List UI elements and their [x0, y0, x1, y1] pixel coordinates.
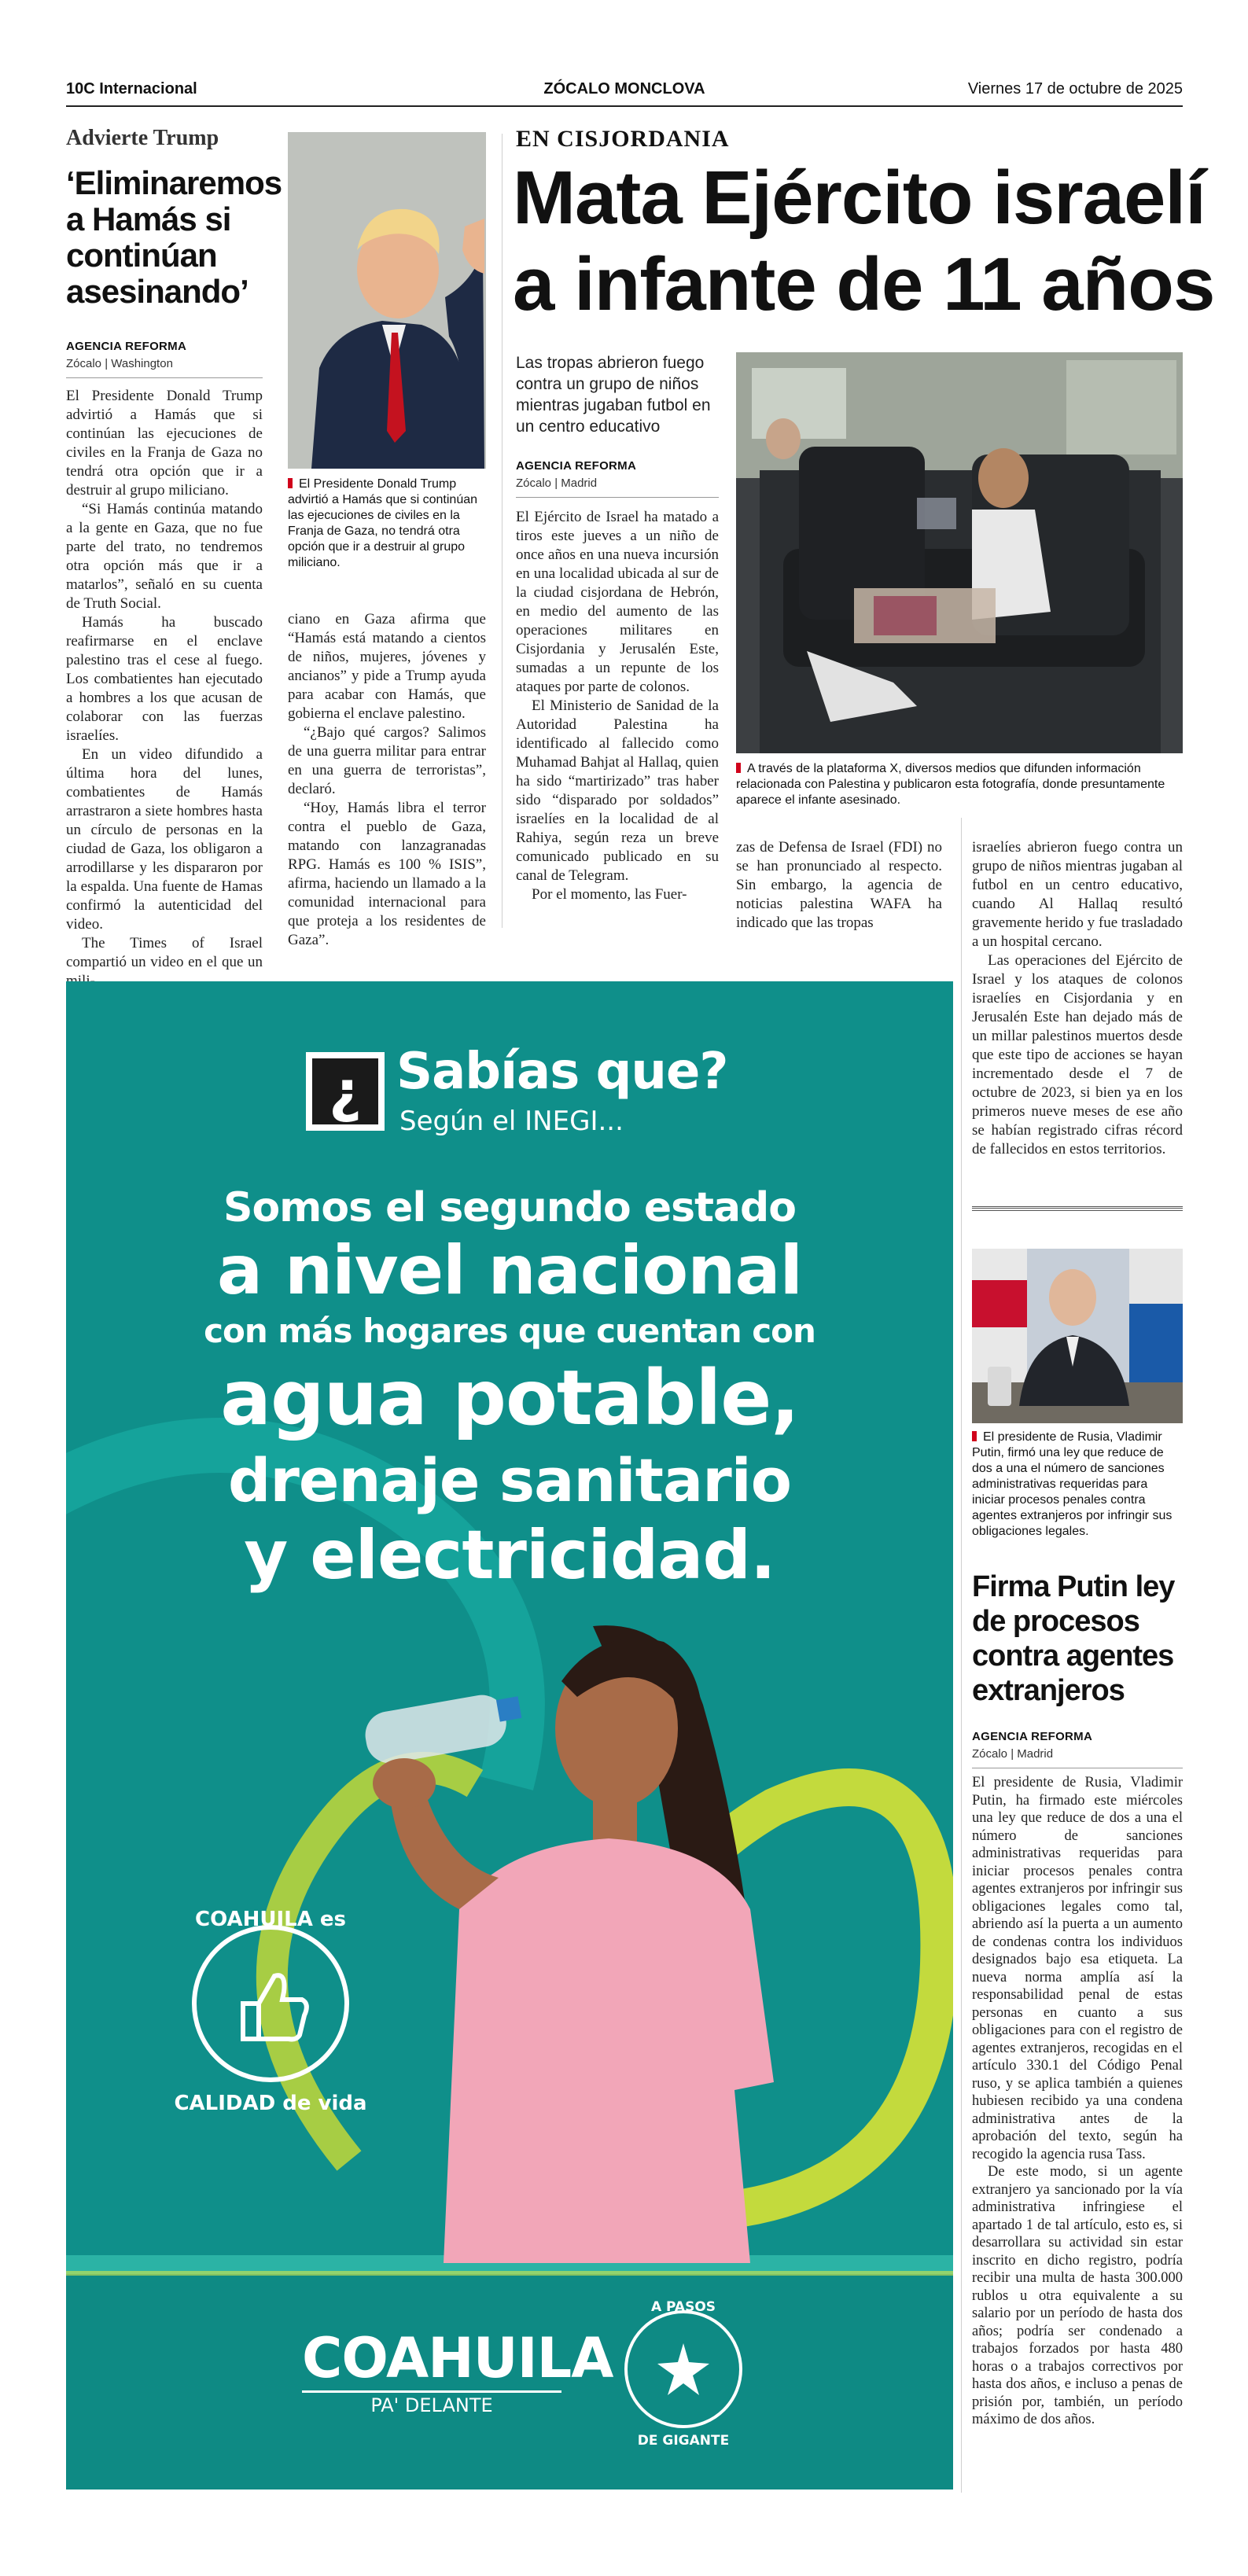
stamp-top-text: A PASOS [650, 2299, 716, 2315]
ad-line-3: con más hogares que cuentan con [204, 1312, 815, 1350]
ad-title: Sabías que? [396, 1043, 728, 1101]
coahuila-logo: COAHUILA [302, 2326, 613, 2390]
putin-agency: AGENCIA REFORMA [972, 1730, 1093, 1743]
paragraph: En un video difundido a última hora del lunes, combatientes de Hamás arrastraron a siete hombres hasta un círculo de personas en la ciudad de Gaza, los obligaron a arrodillarse y les dispararon por la espalda. Una fuente de Hamas confirmó la autenticidad del video. [66, 746, 263, 933]
paragraph: El presidente de Rusia, Vladimir Putin, ha firmado este miércoles una ley que reduce de dos a una el número de sanciones administrativas requeridas para iniciar procesos penales contra agentes extranjeros por infringir sus obligaciones legales como tal, abriendo así la puerta a un aumento de condenas contra los individuos designados bajo esa etiqueta. La nueva norma amplía así la responsabilidad penal de estas personas en cuanto a sus obligaciones para con el registro de agentes extranjeros, recogidas en el artículo 330.1 del Código Penal ruso, y se aplica también a quienes hubiesen recibido ya una condena administrativa antes de la aprobación del texto, según ha recogido la agencia rusa Tass. [972, 1775, 1183, 2162]
putin-photo-caption: El presidente de Rusia, Vladimir Putin, firmó una ley que reduce de dos a una el número de sanciones administrativas requeridas para iniciar procesos penales contra agentes extranjeros por infringir sus obligaciones legales. [972, 1430, 1183, 1540]
paragraph: israelíes abrieron fuego contra un grupo de niños mientras jugaban al futbol en un centro educativo, cuando Al Hallaq resultó gravemente herido y fue trasladado a un hospital cercano. [972, 839, 1183, 950]
divider [66, 377, 263, 378]
paragraph: zas de Defensa de Israel (FDI) no se han pronunciado al respecto. Sin embargo, la agencia de noticias palestina WAFA ha indicado que las tropas [736, 839, 942, 931]
pasos-de-gigante-stamp [624, 2310, 742, 2428]
trump-dateline: Zócalo | Washington [66, 357, 173, 370]
israel-headline-line2: a infante de 11 años [513, 242, 1215, 326]
paragraph: El Presidente Donald Trump advirtió a Hamás que si continúan las ejecuciones de civiles en la Franja de Gaza no tendrá otra opción que ir a destruir al grupo miliciano. [66, 388, 263, 499]
newspaper-name: ZÓCALO MONCLOVA [543, 80, 705, 98]
divider [972, 1206, 1183, 1211]
ad-subtitle: Según el INEGI... [399, 1106, 624, 1137]
seal-top-text: COAHUILA es [194, 1908, 346, 1931]
trump-headline: ‘Eliminaremos a Hamás si continúan asesinando’ [66, 164, 282, 310]
question-icon: ¿ [312, 1058, 378, 1124]
trump-body-col1 [66, 387, 263, 991]
putin-headline: Firma Putin ley de procesos contra agentes extranjeros [972, 1570, 1175, 1707]
column-rule [502, 134, 503, 928]
putin-body [972, 1774, 1183, 2429]
seal-bottom-text: CALIDAD de vida [174, 2092, 367, 2115]
star-icon [656, 2342, 711, 2397]
paragraph: The Times of Israel compartió un video en el que un [66, 935, 263, 970]
divider [516, 497, 719, 498]
israel-deck: Las tropas abrieron fuego contra un grupo de niños mientras jugaban futbol en un centro educativo [516, 354, 711, 436]
israel-body-col1 [516, 508, 719, 904]
column-rule [961, 818, 962, 2493]
paragraph: De este modo, si un agente extranjero ya sancionado por la vía administrativa infringiese el apartado 1 de tal artículo, esto es, si desarrollara su actividad sin estar inscrito en dicho registro, podría recibir una multa de hasta 300.000 rublos u otra equivalente a su salario por un período de hasta dos años; podría ser condenado a trabajos forzados por hasta 480 horas o a trabajos correctivos por hasta dos años, e incluso a penas de prisión por, también, un período máximo de dos años. [972, 2164, 1183, 2427]
putin-dateline: Zócalo | Madrid [972, 1747, 1054, 1761]
trump-photo [288, 132, 486, 469]
woman-drinking-water-image [263, 1610, 860, 2263]
israel-photo [736, 352, 1183, 753]
paragraph: El Ejército de Israel ha matado a tiros este jueves a un niño de once años en una nueva incursión en una localidad ubicada al sur de la ciudad cisjordana de Hebrón, en medio del aumento de las operaciones militares en Cisjordania y Jerusalén Este, sumadas a un repunte de los ataques por parte de colonos. [516, 509, 719, 695]
ad-line-1: Somos el segundo estado [223, 1184, 796, 1231]
thumbs-up-icon [227, 1960, 314, 2047]
israel-agency: AGENCIA REFORMA [516, 459, 637, 473]
calidad-de-vida-seal [192, 1925, 349, 2082]
coahuila-logo-tagline: PA' DELANTE [302, 2390, 561, 2416]
paragraph: “Si Hamás continúa matando a la gente en Gaza, que no fue parte del trato, no tendremos otra opción más que ir a matarlos”, señaló en su cuenta de Truth Social. [66, 501, 263, 612]
paragraph: “¿Bajo qué cargos? Salimos de una guerra militar para entrar en una guerra de terroristas”, declaró. [288, 724, 486, 797]
paragraph: Las operaciones del Ejército de Israel y los ataques de colonos israelíes en Cisjordania y en Jerusalén Este han dejado más de un millar palestinos muertos desde que este tipo de acciones se hayan incrementado desde el 7 de octubre de 2023, si bien ya en los primeros nueve meses de ese año se habían registrado cifras récord de fallecidos en estos territorios. [972, 952, 1183, 1157]
trump-kicker: Advierte Trump [66, 126, 219, 150]
israel-body-col2 [736, 838, 942, 933]
section-label: 10C Internacional [66, 80, 197, 98]
page-header [66, 79, 1183, 107]
question-badge [306, 1052, 385, 1131]
israel-kicker: EN CISJORDANIA [516, 126, 730, 152]
ad-line-2: a nivel nacional [216, 1231, 803, 1310]
israel-body-col3 [972, 838, 1183, 1159]
trump-body-col2 [288, 610, 486, 950]
putin-photo [972, 1249, 1183, 1423]
ad-line-5: drenaje sanitario [228, 1445, 791, 1515]
issue-date: Viernes 17 de octubre de 2025 [967, 80, 1183, 98]
israel-dateline: Zócalo | Madrid [516, 477, 598, 490]
trump-agency: AGENCIA REFORMA [66, 340, 187, 353]
paragraph: Por el momento, las Fuer- [532, 886, 687, 903]
ad-line-6: y electricidad. [244, 1516, 775, 1595]
paragraph: Hamás ha buscado reafirmarse en el enclave palestino tras el cese al fuego. Los combatientes han ejecutado a hombres a los que acusan de colaborar con las fuerzas israelíes. [66, 614, 263, 744]
paragraph: “Hoy, Hamás libra el terror contra el pueblo de Gaza, matando con lanzagranadas RPG. Hamás es 100 % ISIS”, afirma, haciendo un llamado a la comunidad internacional para que proteja a los residentes de Gaza”. [288, 800, 486, 948]
trump-photo-caption: El Presidente Donald Trump advirtió a Hamás que si continúan las ejecuciones de civiles en la Franja de Gaza, no tendrá otra opción que ir a destruir al grupo miliciano. [288, 477, 486, 571]
stamp-bottom-text: DE GIGANTE [637, 2433, 730, 2449]
israel-headline-line1: Mata Ejército israelí [513, 156, 1206, 240]
paragraph: ciano en Gaza afirma que “Hamás está matando a cientos de niños, mujeres, jóvenes y ancianos” y pide a Trump ayuda para acabar con Hamás, que gobierna el enclave palestino. [288, 611, 486, 722]
ad-line-4: agua potable, [220, 1354, 799, 1442]
paragraph: El Ministerio de Sanidad de la Autoridad Palestina ha identificado al fallecido como Muhamad Bahjat al Hallaq, quien ha sido “martirizado” tras haber sido “disparado por soldados” israelíes en la localidad de al Rahiya, según reza un breve comunicado publicado en su canal de Telegram. [516, 697, 719, 884]
israel-photo-caption: A través de la plataforma X, diversos medios que difunden información relacionada con Palestina y publicaron esta fotografía, donde presuntamente aparece el infante asesinado. [736, 761, 1183, 808]
advertisement[interactable] [66, 981, 953, 2490]
